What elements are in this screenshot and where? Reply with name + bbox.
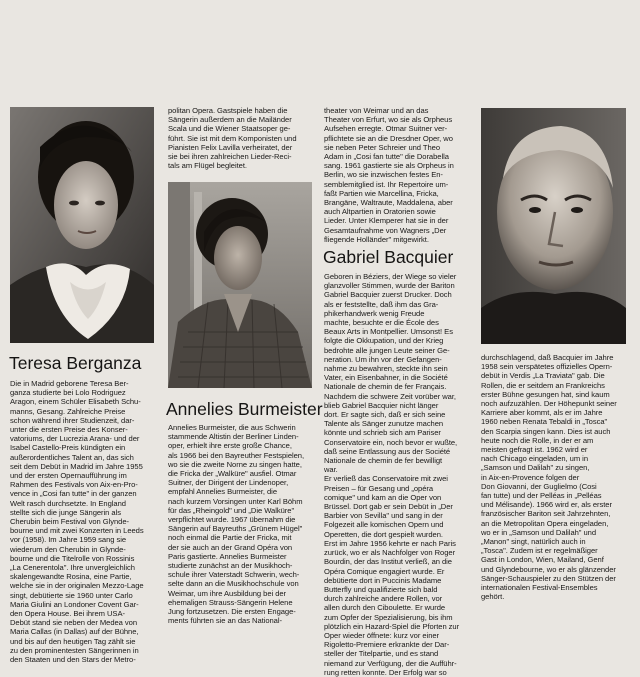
column-3-top-text: [324, 106, 472, 244]
column-3-text: [324, 272, 472, 677]
annelies-burmeister-bio: Annelies Burmeister, die aus Schwerin stammende Altistin der Berliner Linden- oper, erhielt ihre erste große Chance, als 1966 bei den Bayreuther Festspielen, wo sie die zweite Norne zu singen hatte, die Fricka der „Walküre" ausfiel. Otmar Suitner, der Dirigent der Lindenoper, empfahl Annelies Burmeister, die nach kurzem Vorsingen unter Karl Böhm für das „Rheingold" und „Die Walküre" verpflichtet wurde. 1967 übernahm die Sängerin auf Bayreuths „Grünem Hügel" noch einmal die Partie der Fricka, mit der sie auch an der Grand Opéra von Paris gastierte. Annelies Burmeister studierte zunächst an der Musikhoch- schule ihrer Vaterstadt Schwerin, wech- selte dann an die Musikhochschule von Weimar, um ihre Ausbildung bei der ehemaligen Strauss-Sängerin Helene Jung fortzusetzen. Die ersten Engage- ments führten sie an das National-: [168, 423, 305, 626]
column-2-top-text: [168, 106, 314, 170]
gabriel-bacquier-bio-continued: durchschlagend, daß Bacquier im Jahre 1958 sein verspätetes offizielles Opern- debüt in Verdis „La Traviata" gab. Die Rollen, die er seitdem an Frankreichs erster Bühne gesungen hat, sind kaum noch aufzuzählen. Der Höhepunkt seiner Karriere aber kommt, als er im Jahre 1960 neben Renata Tebaldi in „Tosca" den Scarpia singen kann. Dies ist auch heute noch die Rolle, in der er am meisten gefragt ist. 1962 wird er nach Chicago eingeladen, um in „Samson und Dalilah" zu singen, in Aix-en-Provence folgen der Don Giovanni, der Guglielmo (Cosi fan tutte) und der Pelléas in „Pelléas und Mélisande). 1966 wird er, als erster französischer Bariton seit Jahrzehnten, an die Metropolitan Opera eingeladen, wo er in „Samson und Dalilah" und „Manon" singt, natürlich auch in „Tosca". Zudem ist er regelmäßiger Gast in London, Wien, Mailand, Genf und Glyndebourne, wo er als glänzender Sänger-Schauspieler zu den Stützen der internationalen Festival-Ensembles gehört.: [481, 353, 617, 602]
gabriel-bacquier-photo: [481, 108, 626, 344]
teresa-berganza-bio-continued: politan Opera. Gastspiele haben die Sängerin außerdem an die Mailänder Scala und die Wiener Staatsoper ge- führt. Sie ist mit dem Komponisten und Pianisten Felix Lavilla verheiratet, der sie bei ihren zahlreichen Lieder-Reci- tals am Flügel begleitet.: [168, 106, 297, 171]
column-4-text: [481, 353, 629, 601]
annelies-burmeister-photo: [168, 182, 312, 388]
heading-annelies-burmeister: Annelies Burmeister: [166, 399, 323, 419]
teresa-berganza-bio: Die in Madrid geborene Teresa Ber- ganza studierte bei Lolo Rodriguez Aragon, einem Schüler Elisabeth Schu- manns, Gesang. Zahlreiche Preise schon während ihrer Studienzeit, dar- unter die ersten Preise des Konser- vatoriums, der Lucrezia Arana- und der Isabel Castello-Preis kündigten ein außerordentliches Talent an, das sich seit dem Debüt in Madrid im Jahre 1955 und der ersten Opernaufführung im Rahmen des Festivals von Aix-en-Pro- vence in „Cosi fan tutte" in der ganzen Welt rasch durchsetzte. In England stellte sich die junge Sängerin als Cherubin beim Festival von Glynde- bourne und mit zwei Konzerten in Leeds vor (1958). Im Jahre 1959 sang sie wiederum den Cherubin in Glynde- bourne und die Titelrolle von Rossinis „La Cenerentola". Ihre unvergleichlich skalengewandte Rosina, eine Partie, welche sie in der originalen Mezzo-Lage singt, debütierte sie 1960 unter Carlo Maria Giulini an Londoner Covent Gar- den Opera House. Bei ihrem USA- Debüt stand sie neben der Medea von Maria Callas (in Dallas) auf der Bühne, und bis auf den heutigen Tag zählt sie zu den prominentesten Sängerinnen in den Staaten und den Stars der Metro-: [10, 379, 144, 665]
heading-teresa-berganza: Teresa Berganza: [9, 353, 142, 373]
column-2-text: [168, 423, 314, 625]
annelies-burmeister-bio-continued: theater von Weimar und an das Theater von Erfurt, wo sie als Orpheus Aufsehen erregte. Otmar Suitner ver- pflichtete sie an die Dresdner Oper, wo sie neben Peter Schreier und Theo Adam in „Cosi fan tutte" die Dorabella sang. 1961 gastierte sie als Orpheus in Berlin, wo sie inzwischen festes En- semblemitglied ist. Ihr Repertoire um- faßt Partien wie Marcellina, Fricka, Brangäne, Waltraute, Maddalena, aber auch Altpartien in Oratorien sowie Lieder. Unter Klemperer hat sie in der Gesamtaufnahme von Wagners „Der fliegende Holländer" mitgewirkt.: [324, 106, 454, 244]
heading-gabriel-bacquier: Gabriel Bacquier: [323, 247, 454, 267]
teresa-berganza-photo: [10, 107, 154, 343]
gabriel-bacquier-bio: Geboren in Béziers, der Wiege so vieler glanzvoller Stimmen, wurde der Bariton Gabriel Bacquier zuerst Drucker. Doch als er feststellte, daß ihm das Gra- phikerhandwerk wenig Freude machte, besuchte er die École des Beaux Arts in Montpellier. Umsonst! Es folgte die Okkupation, und der Krieg bedrohte alle jungen Leute seiner Ge- neration. Um ihn vor der Gefangen- nahme zu bewahren, steckte ihn sein Vater, ein Eisenbahner, in die Société Nationale de chemin de fer Français. Nachdem die schwere Zeit vorüber war, blieb Gabriel Bacquier nicht länger dort. Er sagte sich, daß er sich seine Talente als Sänger zunutze machen könnte und schrieb sich am Pariser Conservatoire ein, noch bevor er wußte, daß seine Entlassung aus der Société Nationale de chemin de fer bewilligt war. Er verließ das Conservatoire mit zwei Preisen – für Gesang und „opéra comique" und kam an die Oper von Brüssel. Dort gab er sein Debüt in „Der Barbier von Sevilla" und sang in der Folgezeit alle komischen Opern und Operetten, die dort gespielt wurden. Erst im Jahre 1956 kehrte er nach Paris zurück, wo er als Nachfolger von Roger Bourdin, der das Institut verließ, an die Opéra Comique engagiert wurde. Er debütierte dort in Puccinis Madame Butterfly und qualifizierte sich bald durch zahlreiche andere Rollen, vor allen durch den Ciboulette. Er wurde zum Opfer der Spezialisierung, bis ihm plötzlich ein Hazard-Spiel die Pforten zur Oper wieder öffnete: kurz vor einer Rigoletto-Premiere erkrankte der Dar- steller der Titelpartie, und es stand niemand zur Verfügung, der die Aufführ- rung retten konnte. Der Erfolg war so: [324, 272, 460, 677]
column-1-text: [10, 379, 156, 664]
